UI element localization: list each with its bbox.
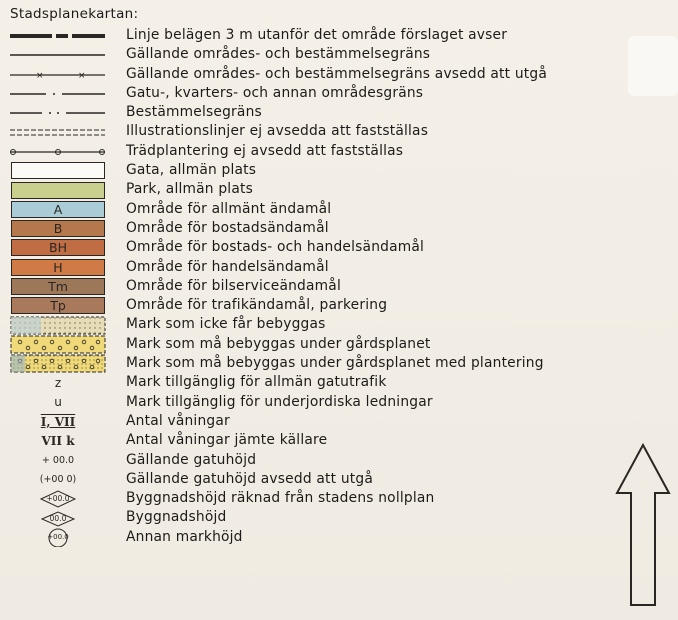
residential-swatch [8,219,108,238]
legend [8,26,673,547]
symbol-code: +00.0 [46,494,70,504]
legend-label: Mark tillgänglig för underjordiska ledningar [126,393,433,410]
swatch-code: B [11,220,105,237]
legend-label: Annan markhöjd [126,528,243,545]
legend-row-under-yard [8,335,673,354]
legend-row-underground-lines [8,393,673,412]
legend-label: Gällande gatuhöjd [126,451,257,468]
symbol-code: 00.0 [49,513,67,523]
legend-label: Område för allmänt ändamål [126,200,332,217]
tree-planting-symbol [8,142,108,161]
symbol-code: I, VII [40,414,76,429]
legend-label: Område för bostads- och handelsändamål [126,239,425,256]
symbol-code: +00.0 [47,533,69,542]
crossed-line-symbol [8,65,108,84]
street-height-symbol [8,451,108,470]
under-yard-swatch [8,335,108,354]
symbol-code: VII k [41,433,75,448]
legend-row-tree-planting [8,142,673,161]
floors-basement-symbol [8,431,108,450]
legend-row-floors-basement [8,431,673,450]
legend-row-parking [8,296,673,315]
svg-text:×: × [36,70,44,81]
dash-dot-line-symbol [8,84,108,103]
no-building-swatch [8,316,108,335]
legend-row-park [8,180,673,199]
swatch-code: Tm [11,278,105,295]
legend-row-commercial [8,258,673,277]
legend-label: Område för handelsändamål [126,258,329,275]
legend-label: Mark som icke får bebyggas [126,316,326,333]
residential-commercial-swatch [8,238,108,257]
legend-row-building-height [8,508,673,527]
legend-row-under-yard-planting [8,354,673,373]
symbol-code: z [54,375,62,390]
legend-row-ground-height [8,528,673,547]
diamond-plus-symbol [8,489,108,508]
commercial-swatch [8,258,108,277]
public-use-swatch [8,200,108,219]
legend-label: Park, allmän plats [126,181,253,198]
circle-symbol [8,528,108,547]
legend-row-illustration-lines [8,122,673,141]
car-service-swatch [8,277,108,296]
legend-label: Mark som må bebyggas under gårdsplanet med plantering [126,355,544,372]
park-swatch [8,181,108,200]
legend-row-street [8,161,673,180]
legend-row-no-building [8,315,673,334]
legend-label: Område för bostadsändamål [126,219,329,236]
legend-label: Antal våningar jämte källare [126,432,328,449]
parking-swatch [8,296,108,315]
legend-row-3m-line [8,26,673,45]
symbol-code: + 00.0 [41,454,75,466]
legend-label: Gata, allmän plats [126,162,257,179]
legend-row-residential [8,219,673,238]
public-traffic-symbol [8,373,108,392]
swatch-code: BH [11,239,105,256]
legend-row-public-use [8,200,673,219]
swatch-code: A [11,201,105,218]
legend-label: Trädplantering ej avsedd att fastställas [126,142,404,159]
legend-label: Byggnadshöjd [126,509,227,526]
legend-label: Mark tillgänglig för allmän gatutrafik [126,374,387,391]
swatch-code: H [11,259,105,276]
symbol-code: (+00 0) [39,473,77,485]
legend-row-regulation-boundary [8,103,673,122]
legend-label: Gällande områdes- och bestämmelsegräns [126,46,431,63]
dash-dot-dot-line-symbol [8,103,108,122]
legend-row-building-height-zero [8,489,673,508]
legend-row-street-block-boundary [8,84,673,103]
legend-label: Linje belägen 3 m utanför det område förslaget avser [126,27,508,43]
legend-row-boundary-to-remove [8,65,673,84]
legend-label: Gällande områdes- och bestämmelsegräns avsedd att utgå [126,65,548,82]
legend-row-street-height-remove [8,470,673,489]
legend-label: Område för trafikändamål, parkering [126,297,388,314]
legend-row-floors [8,412,673,431]
legend-label: Område för bilserviceändamål [126,277,341,294]
legend-row-public-traffic [8,373,673,392]
legend-row-residential-commercial [8,238,673,257]
north-arrow-icon [615,443,671,608]
symbol-code: u [54,395,62,410]
svg-text:×: × [78,70,86,81]
legend-label: Mark som må bebyggas under gårdsplanet [126,335,431,352]
diamond-symbol [8,509,108,528]
legend-title: Stadsplanekartan: [10,6,139,22]
street-swatch [8,161,108,180]
legend-label: Illustrationslinjer ej avsedda att fastställas [126,123,429,140]
street-height-remove-symbol [8,470,108,489]
park-fill [11,182,105,199]
legend-label: Gatu-, kvarters- och annan områdesgräns [126,84,424,101]
underground-lines-symbol [8,393,108,412]
legend-row-car-service [8,277,673,296]
legend-row-street-height [8,451,673,470]
swatch-code: Tp [11,297,105,314]
thick-dash-line-symbol [8,26,108,45]
legend-label: Byggnadshöjd räknad från stadens nollplan [126,490,435,507]
legend-label: Antal våningar [126,412,230,429]
floors-symbol [8,412,108,431]
illustration-line-symbol [8,123,108,142]
legend-label: Gällande gatuhöjd avsedd att utgå [126,470,373,487]
legend-label: Bestämmelsegräns [126,104,262,121]
under-yard-planting-swatch [8,354,108,373]
thin-line-symbol [8,45,108,64]
legend-row-current-boundary [8,45,673,64]
street-fill [11,162,105,179]
